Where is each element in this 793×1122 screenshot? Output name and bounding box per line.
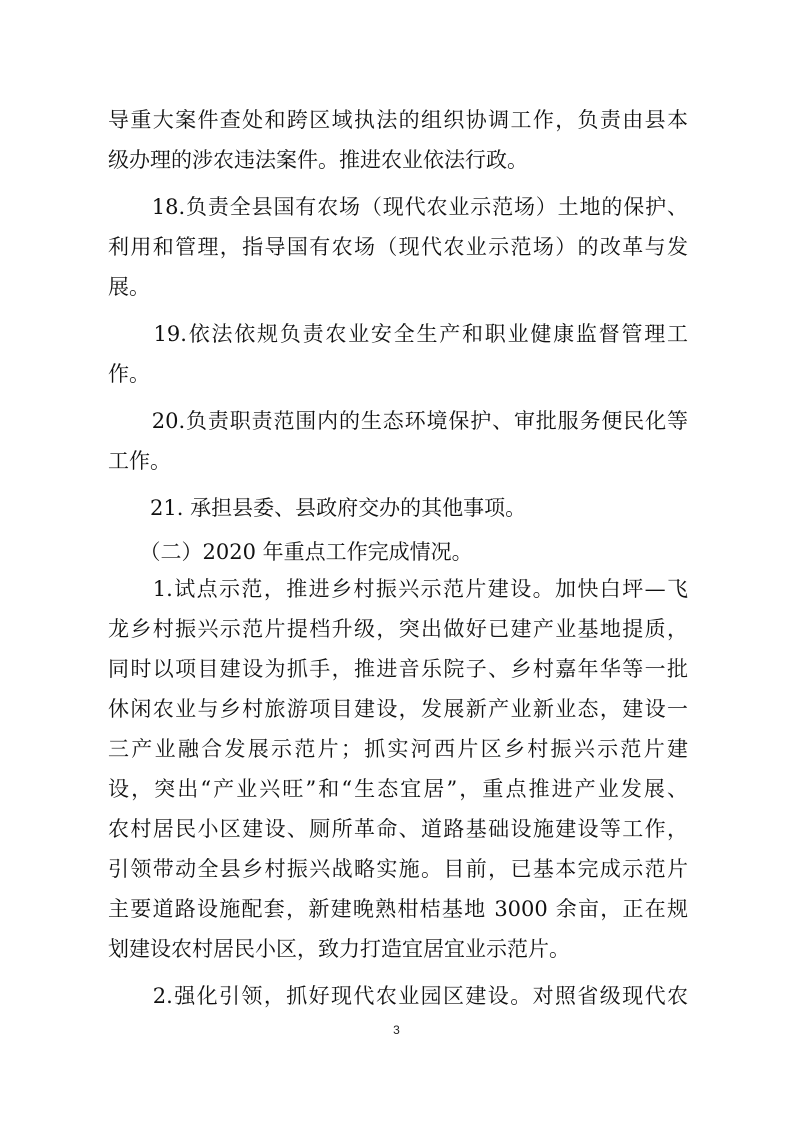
text-line: 三产业融合发展示范片；抓实河西片区乡村振兴示范片建 [108, 737, 688, 761]
page-number: 3 [393, 1023, 400, 1037]
text-line: 引领带动全县乡村振兴战略实施。目前，已基本完成示范片 [108, 857, 688, 881]
text-line: 2.强化引领，抓好现代农业园区建设。对照省级现代农 [108, 984, 688, 1008]
text-line: 休闲农业与乡村旅游项目建设，发展新产业新业态，建设一 [108, 697, 688, 721]
text-line: 利用和管理，指导国有农场（现代农业示范场）的改革与发 [108, 235, 688, 259]
text-line: 18.负责全县国有农场（现代农业示范场）土地的保护、 [108, 195, 688, 219]
text-line: 龙乡村振兴示范片提档升级，突出做好已建产业基地提质， [108, 617, 688, 641]
text-line: 导重大案件查处和跨区域执法的组织协调工作，负责由县本 [108, 108, 688, 132]
text-line: 设，突出“产业兴旺”和“生态宜居”，重点推进产业发展、 [108, 777, 688, 801]
text-line: 级办理的涉农违法案件。推进农业依法行政。 [108, 148, 528, 172]
text-line: 划建设农村居民小区，致力打造宜居宜业示范片。 [108, 937, 570, 961]
text-line: 同时以项目建设为抓手，推进音乐院子、乡村嘉年华等一批 [108, 657, 688, 681]
text-line: 展。 [108, 275, 150, 299]
text-line: 21. 承担县委、县政府交办的其他事项。 [108, 496, 527, 520]
text-line: 主要道路设施配套，新建晚熟柑桔基地 3000 余亩，正在规 [108, 897, 688, 921]
text-line: 作。 [108, 362, 150, 386]
section-heading: （二）2020 年重点工作完成情况。 [108, 540, 473, 564]
text-line: 19.依法依规负责农业安全生产和职业健康监督管理工 [108, 322, 688, 346]
text-line: 农村居民小区建设、厕所革命、道路基础设施建设等工作， [108, 817, 688, 841]
text-line: 工作。 [108, 449, 171, 473]
text-line: 1.试点示范，推进乡村振兴示范片建设。加快白坪—飞 [108, 577, 688, 601]
text-line: 20.负责职责范围内的生态环境保护、审批服务便民化等 [108, 409, 688, 433]
